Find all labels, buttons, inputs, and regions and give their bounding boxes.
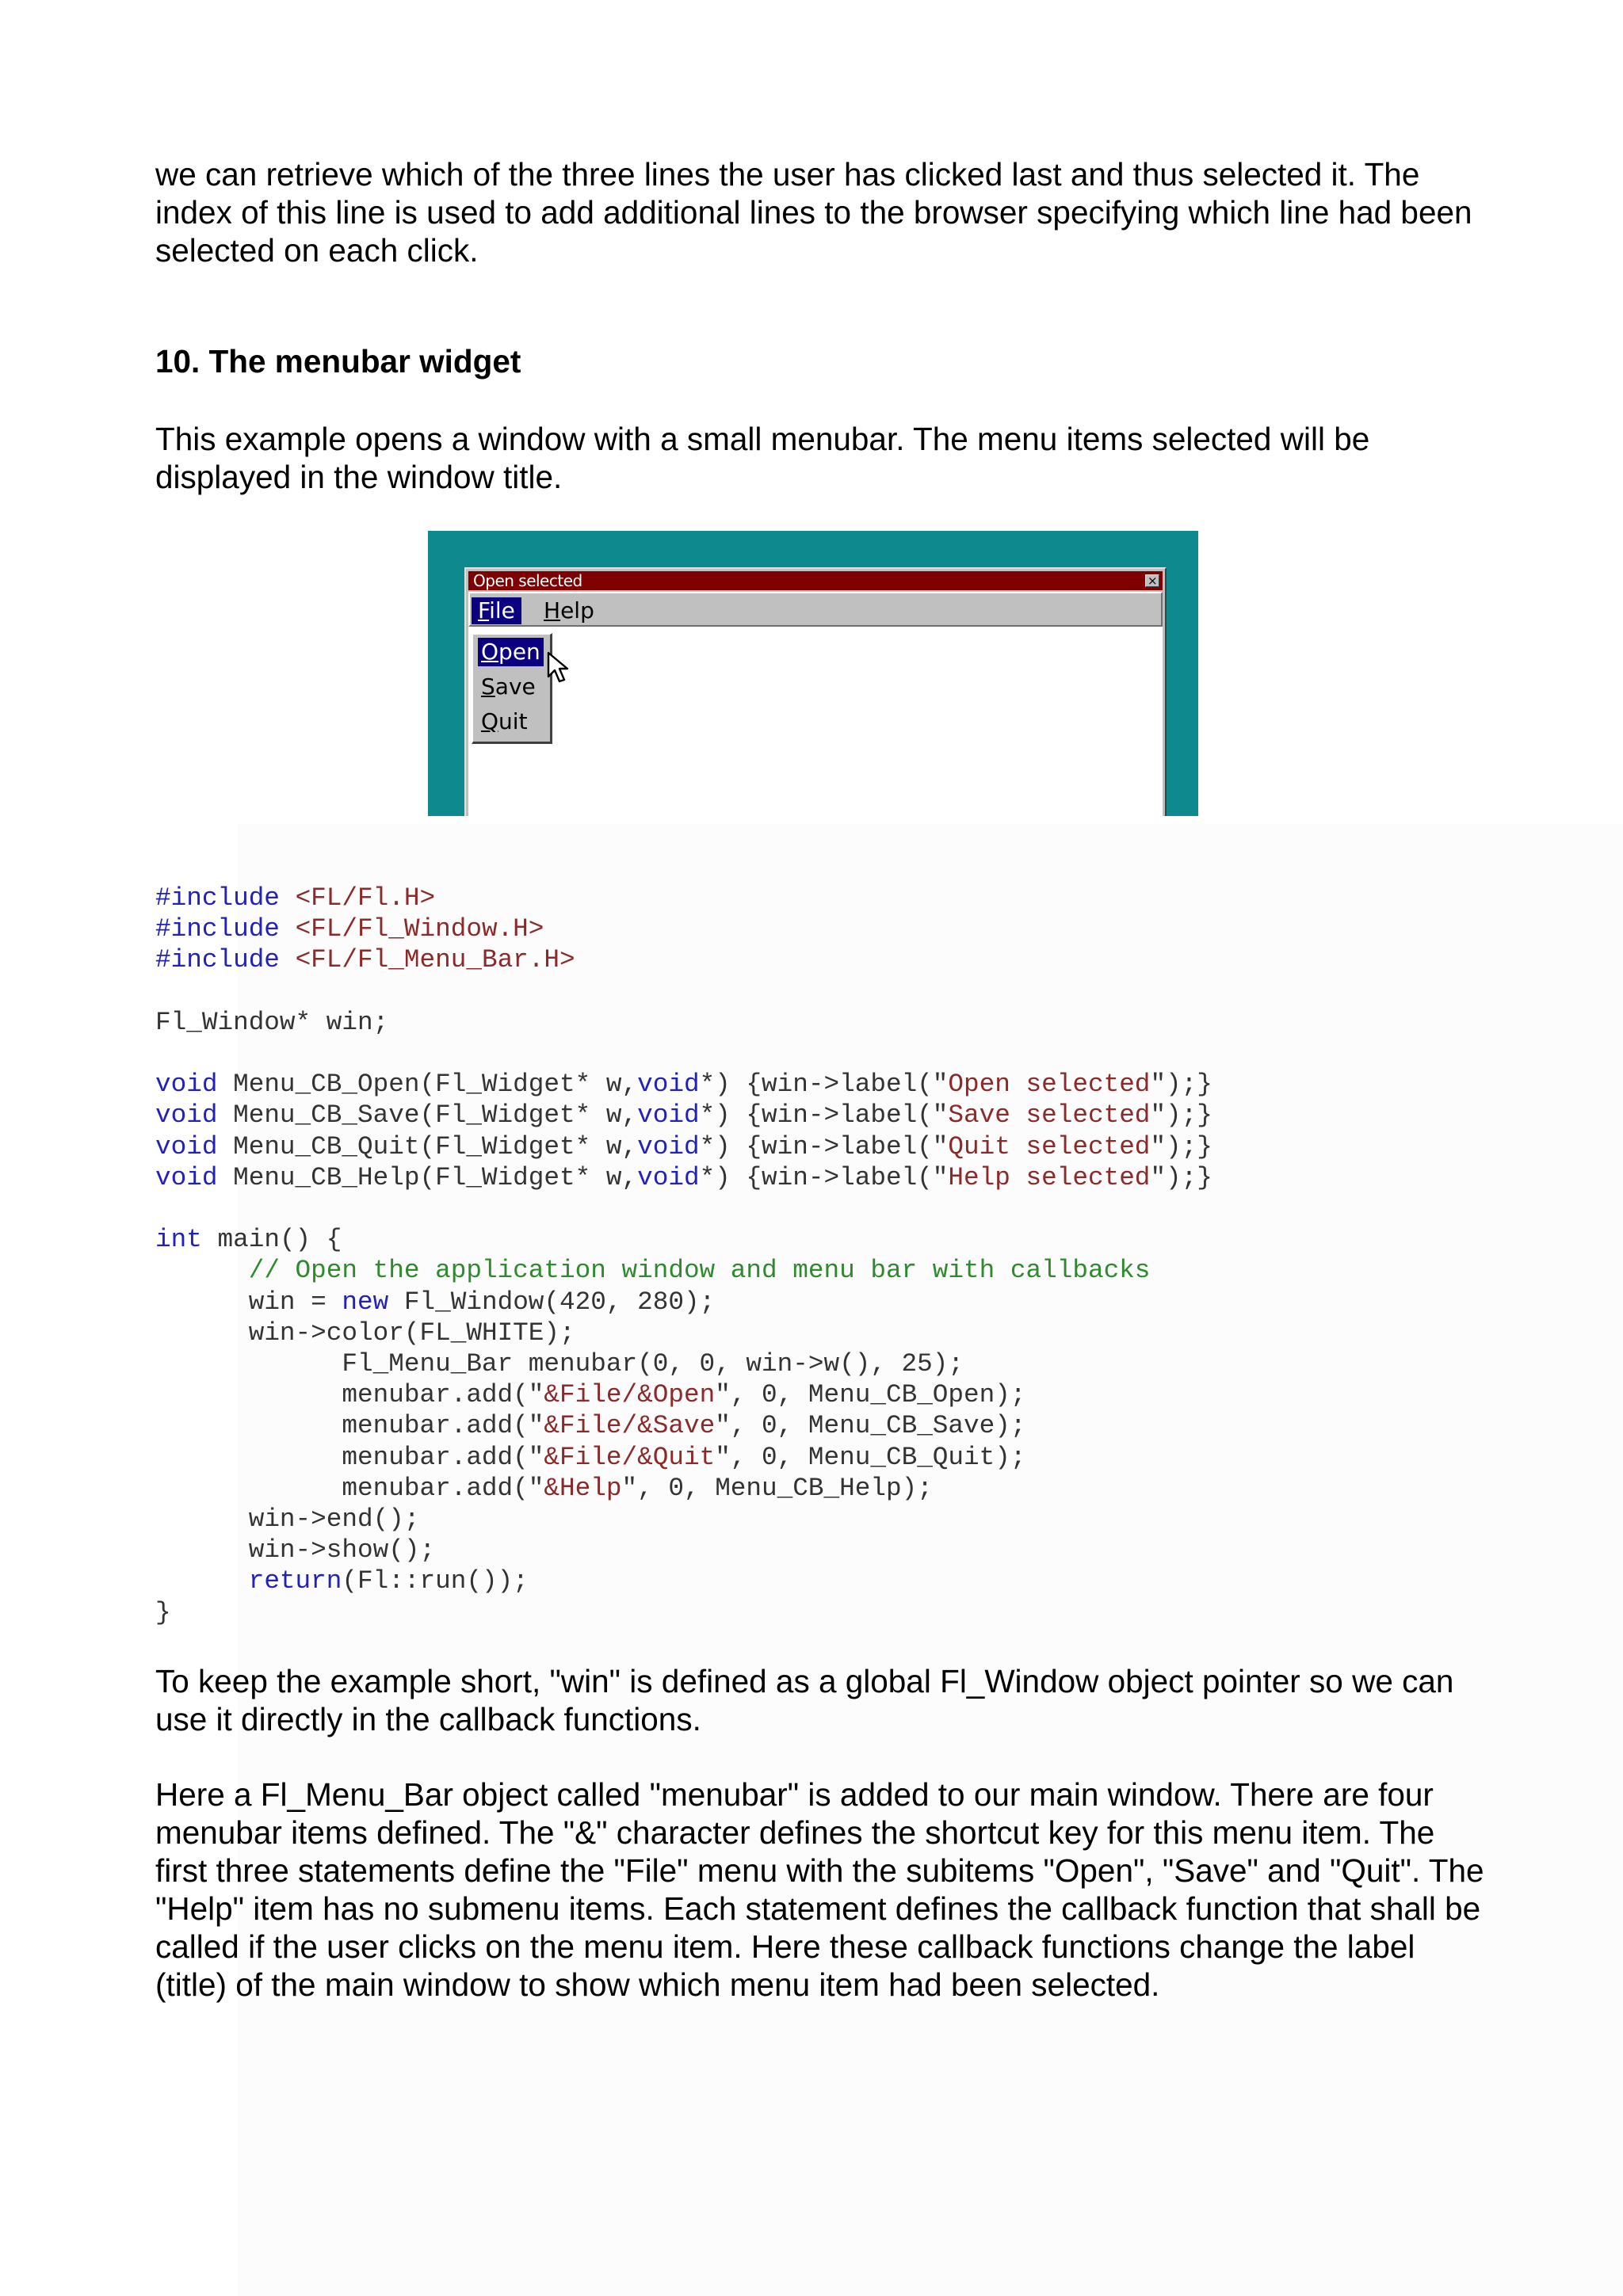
intro-paragraph: we can retrieve which of the three lines the user has clicked last and thus selected it. The index of this line is used to add additional lines to the browser specifying which line had been selected on each click. (155, 156, 1472, 269)
arrow-pointer-icon (547, 651, 575, 686)
menu-item-quit[interactable]: Quit (481, 708, 528, 734)
code-listing: #include <FL/Fl.H> #include <FL/Fl_Window.H> #include <FL/Fl_Menu_Bar.H> Fl_Window* win; void Menu_CB_Open(Fl_Widget* w,void*) {win->label("Open selected");} void Menu_CB_Save(Fl_Widget* w,void*) {win->label("Save selected");} void Menu_CB_Quit(Fl_Widget* w,void*) {win->label("Quit selected");} void Menu_CB_Help(Fl_Widget* w,void*) {win->label("Help selected");} int main() { // Open the application window and menu bar with callbacks win = new Fl_Window(420, 280); win->color(FL_WHITE); Fl_Menu_Bar menubar(0, 0, win->w(), 25); menubar.add("&File/&Open", 0, Menu_CB_Open); menubar.add("&File/&Save", 0, Menu_CB_Save); menubar.add("&File/&Quit", 0, Menu_CB_Quit); menubar.add("&Help", 0, Menu_CB_Help); win->end(); win->show(); return(Fl::run()); } (155, 883, 1212, 1627)
example-paragraph: This example opens a window with a small menubar. The menu items selected will be displayed in the window title. (155, 421, 1370, 495)
close-icon[interactable]: × (1145, 574, 1159, 587)
section-heading: 10. The menubar widget (155, 343, 521, 379)
menu-item-save[interactable]: Save (481, 673, 536, 700)
file-dropdown-menu (472, 633, 552, 744)
window-title: Open selected (473, 571, 582, 590)
menu-item-open[interactable]: Open (478, 638, 544, 666)
app-window (464, 567, 1167, 816)
menubar-explanation-paragraph: Here a Fl_Menu_Bar object called "menubar" is added to our main window. There are four menubar items defined. The "&" character defines the shortcut key for this menu item. The first three statements define the "File" menu with the subitems "Open", "Save" and "Quit". The "Help" item has no submenu items. Each statement defines the callback function that shall be called if the user clicks on the menu item. Here these callback functions change the label (title) of the main window to show which menu item had been selected. (155, 1776, 1484, 2003)
menu-bar (468, 592, 1163, 627)
menu-help[interactable]: Help (544, 597, 594, 624)
menu-file[interactable]: File (472, 597, 521, 624)
global-pointer-paragraph: To keep the example short, "win" is defined as a global Fl_Window object pointer so we can use it directly in the callback functions. (155, 1663, 1454, 1737)
window-titlebar (468, 571, 1163, 590)
